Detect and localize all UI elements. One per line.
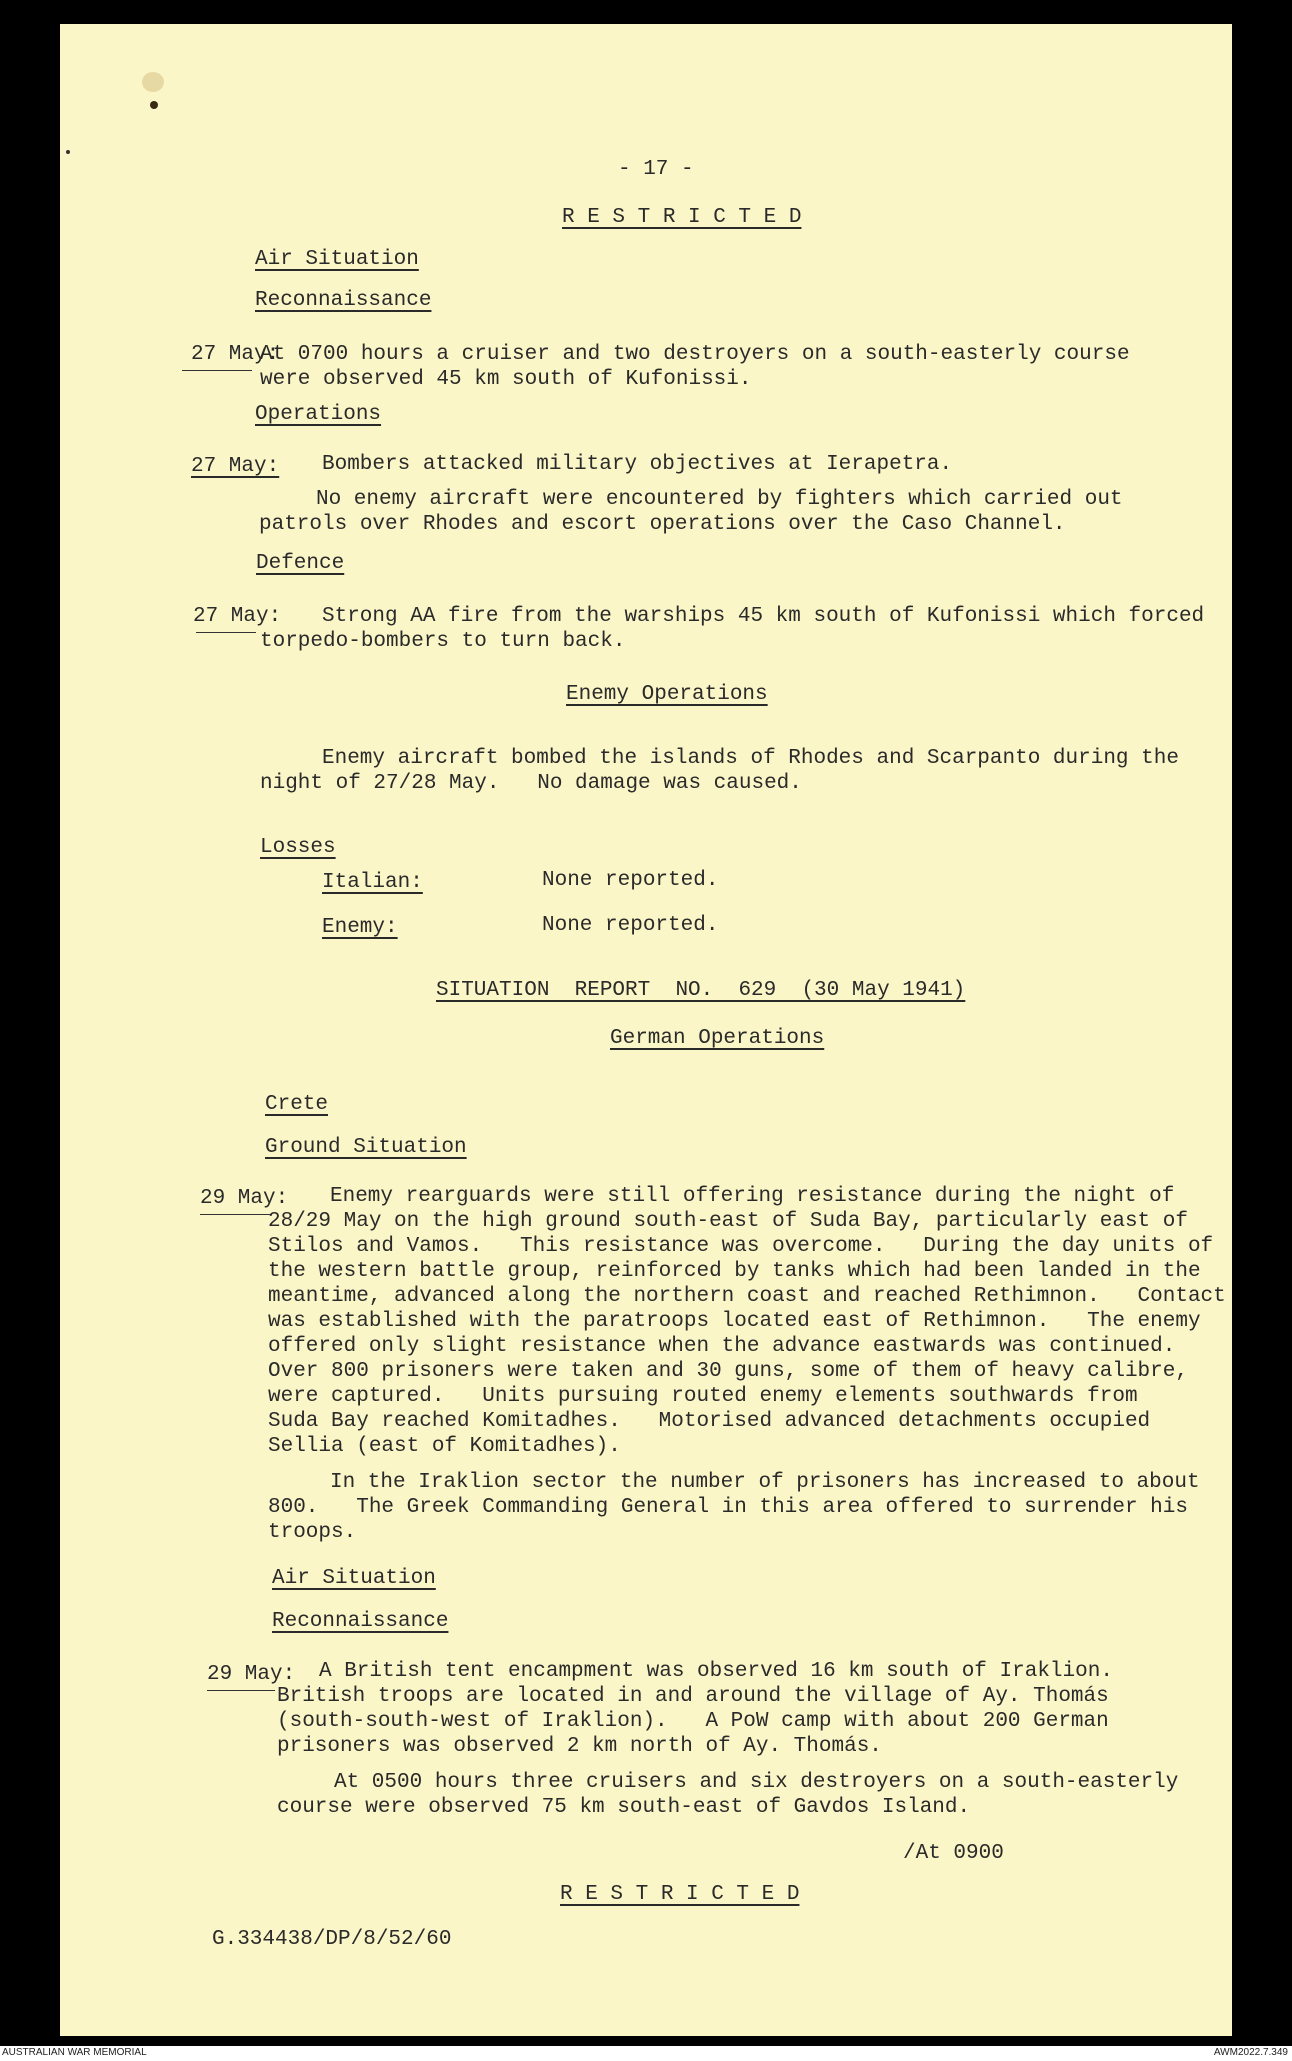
air-situation-heading: Air Situation <box>255 248 419 271</box>
ground-date: 29 May: <box>200 1187 289 1210</box>
enemy-value: None reported. <box>542 914 719 937</box>
ops-date: 27 May: <box>191 455 280 478</box>
ink-stain <box>150 101 158 109</box>
enemy-operations-heading: Enemy Operations <box>566 683 768 706</box>
continuation-note: /At 0900 <box>903 1842 1004 1865</box>
recon-paragraph-2: A British tent encampment was observed 16 km south of Iraklion. British troops are located in and around the village of Ay. Thomás (south-south-west of Iraklion). A PoW camp with about 200 German prisoners was observed 2 km north of Ay. Thomás. <box>277 1660 1113 1758</box>
cruiser-paragraph: At 0500 hours three cruisers and six destroyers on a south-easterly course were observed 75 km south-east of Gavdos Island. <box>277 1771 1179 1819</box>
defence-heading: Defence <box>256 552 345 575</box>
date-underline <box>196 632 256 633</box>
archive-id: AWM2022.7.349 <box>1213 2047 1288 2058</box>
enemy-label: Enemy: <box>322 916 398 939</box>
situation-report-title: SITUATION REPORT NO. 629 (30 May 1941) <box>436 979 966 1002</box>
reconnaissance-heading-2: Reconnaissance <box>272 1610 449 1633</box>
date-underline <box>207 1690 275 1691</box>
recon-date: 27 May: <box>191 343 280 366</box>
defence-date: 27 May: <box>193 605 282 628</box>
recon-date-2: 29 May: <box>207 1663 296 1686</box>
recon-paragraph: At 0700 hours a cruiser and two destroyers on a south-easterly course were observed 45 km south of Kufonissi. <box>260 343 1130 391</box>
document-page <box>60 24 1232 2036</box>
italian-label: Italian: <box>322 871 423 894</box>
date-underline <box>200 1214 272 1215</box>
operations-heading: Operations <box>255 403 382 426</box>
ground-situation-paragraph: Enemy rearguards were still offering resistance during the night of 28/29 May on the high ground south-east of Suda Bay, particularly east of Stilos and Vamos. This resistance was overcome. During the day units of the western battle group, reinforced by tanks which had been landed in the meantime, advanced along the northern coast and reached Rethimnon. Contact was established with the paratroops located east of Rethimnon. The enemy offered only slight resistance when the advance eastwards was continued. Over 800 prisoners were taken and 30 guns, some of them of heavy calibre, were captured. Units pursuing routed enemy elements southwards from Suda Bay reached Komitadhes. Motorised advanced detachments occupied Sellia (east of Komitadhes). <box>268 1185 1226 1458</box>
ink-stain <box>142 72 164 92</box>
iraklion-paragraph: In the Iraklion sector the number of prisoners has increased to about 800. The Greek Commanding General in this area offered to surrender his troops. <box>268 1471 1200 1544</box>
archive-name: AUSTRALIAN WAR MEMORIAL <box>2 2047 147 2058</box>
losses-heading: Losses <box>260 836 336 859</box>
reconnaissance-heading: Reconnaissance <box>255 289 432 312</box>
footer-restricted-marking: R E S T R I C T E D <box>560 1883 800 1906</box>
ops-line: Bombers attacked military objectives at Ierapetra. <box>322 453 953 476</box>
date-underline <box>182 370 252 371</box>
german-operations-heading: German Operations <box>610 1027 825 1050</box>
ink-stain <box>66 150 70 154</box>
ground-situation-heading: Ground Situation <box>265 1136 467 1159</box>
header-restricted-marking: R E S T R I C T E D <box>562 206 802 229</box>
document-reference: G.334438/DP/8/52/60 <box>212 1928 452 1951</box>
air-situation-heading-2: Air Situation <box>272 1567 436 1590</box>
page-number: - 17 - <box>618 158 694 181</box>
crete-heading: Crete <box>265 1093 329 1116</box>
defence-paragraph: Strong AA fire from the warships 45 km south of Kufonissi which forced torpedo-bombers to turn back. <box>260 605 1205 653</box>
enemy-operations-paragraph: Enemy aircraft bombed the islands of Rhodes and Scarpanto during the night of 27/28 May. No damage was caused. <box>260 747 1179 795</box>
italian-value: None reported. <box>542 869 719 892</box>
ops-paragraph: No enemy aircraft were encountered by fighters which carried out patrols over Rhodes and escort operations over the Caso Channel. <box>259 488 1123 536</box>
archive-footer <box>0 2046 1292 2061</box>
